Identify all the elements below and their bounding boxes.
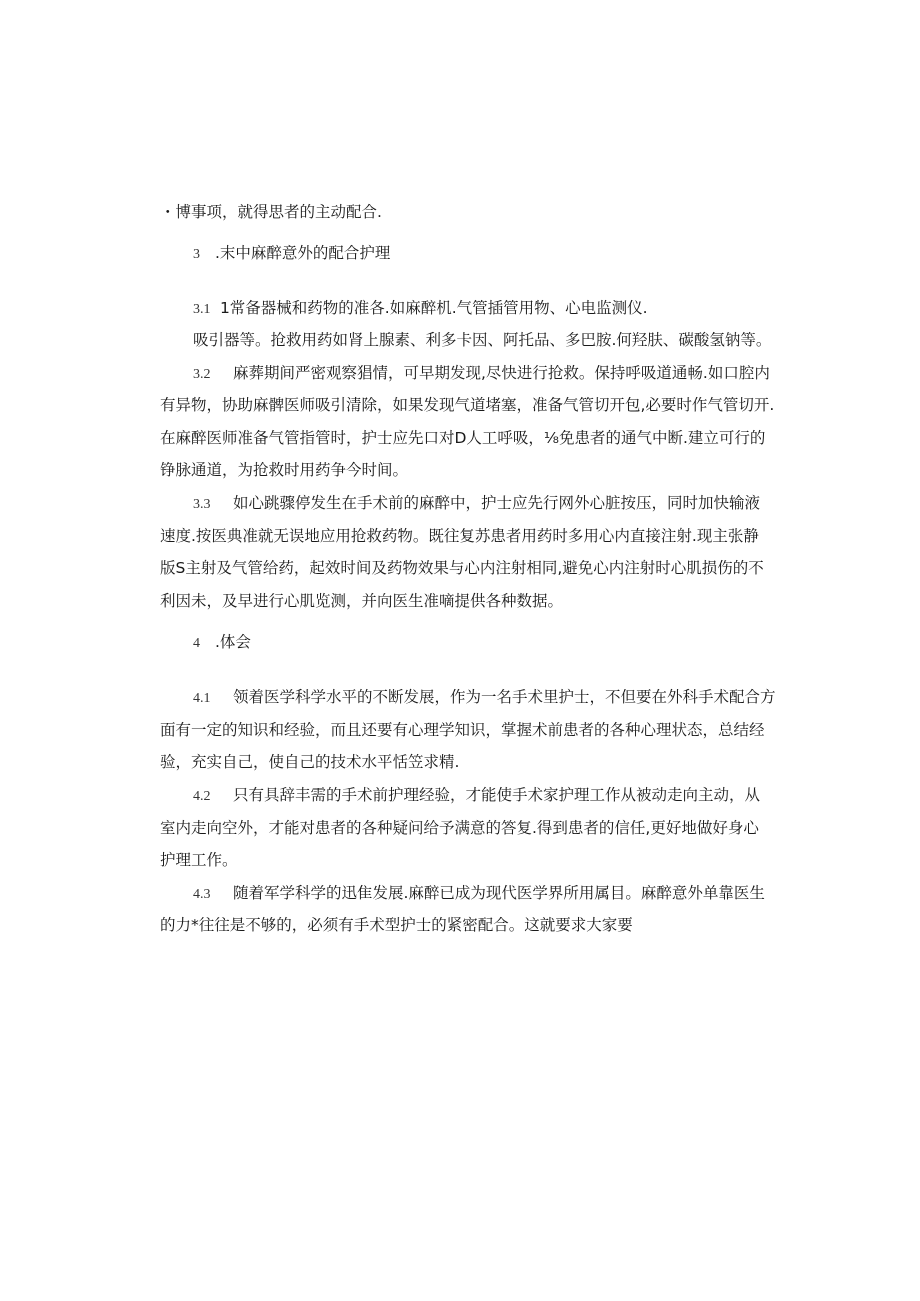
paragraph-number: 4.2 (193, 789, 211, 804)
paragraph-number: 4.1 (193, 691, 211, 706)
paragraph-4-3-line-2: 的力*往往是不够的，必须有手术型护士的紧密配合。这就要求大家要 (160, 916, 633, 934)
paragraph-3-1-line-2: 吸引器等。抢救用药如肾上腺素、利多卡因、阿托品、多巴胺.何羟肤、碳酸氢钠等。 (193, 331, 772, 349)
paragraph-3-3-line-2: 速度.按医典准就无误地应用抢救药物。既往复苏患者用药时多用心内直接注射.现主张静 (160, 527, 759, 545)
paragraph-3-2-line-2: 有异物，协助麻髀医师吸引清除，如果发现气道堵塞，准备气管切开包,必要时作气管切开. (160, 396, 775, 414)
paragraph-number: 3.2 (193, 367, 211, 382)
paragraph-4-1-line-3: 验，充实自己，使自己的技术水平恬笠求精. (160, 753, 460, 771)
paragraph-4-2-line-3: 护理工作。 (160, 851, 238, 869)
paragraph-3-1-line-1: 3.1 1常备器械和药物的准各.如麻醉机.气管插管用物、心电监测仪. (193, 297, 780, 319)
section-number: 4 (193, 636, 200, 651)
paragraph-4-2-line-2: 室内走向空外，才能对患者的各种疑问给予满意的答复.得到患者的信任,更好地做好身心 (160, 819, 759, 837)
section-title: .末中麻醉意外的配合护理 (215, 244, 391, 262)
paragraph-4-1-line-2: 面有一定的知识和经验，而且还要有心理学知识，掌握术前患者的各种心理状态，总结经 (160, 721, 765, 739)
paragraph-4-1-line-1: 4.1 领着医学科学水平的不断发展，作为一名手术里护士，不但要在外科手术配合方 (193, 686, 780, 708)
paragraph-3-3-line-3: 版S主射及气管给药，起效时间及药物效果与心内注射相同,避免心内注射时心肌损伤的不 (160, 559, 764, 577)
paragraph-3-3-line-4: 利因未，及早进行心肌览测，并向医生准嘀提供各种数据。 (160, 592, 564, 610)
section-3-heading (193, 242, 780, 264)
paragraph-3-2-line-3: 在麻醉医师准备气管指管时，护士应先口对D人工呼吸，⅛免患者的通气中断.建立可行的 (160, 429, 766, 447)
intro-line: ・博事项，就得思者的主动配合. (160, 203, 382, 221)
paragraph-3-2-line-1: 3.2 麻葬期间严密观察猖情，可早期发现,尽快进行抢救。保持呼吸道通畅.如口腔内 (193, 362, 780, 384)
section-title: .体会 (215, 633, 251, 651)
paragraph-number: 3.1 (193, 302, 211, 317)
section-4-heading (193, 631, 780, 653)
section-number: 3 (193, 247, 200, 262)
paragraph-3-3-line-1: 3.3 如心跳骤停发生在手术前的麻醉中，护士应先行网外心脏按压，同时加快输液 (193, 492, 780, 514)
paragraph-4-3-line-1: 4.3 随着军学科学的迅隹发展.麻醉已成为现代医学界所用属目。麻醉意外单靠医生 (193, 882, 780, 904)
paragraph-4-2-line-1: 4.2 只有具辞丰需的手术前护理经验，才能使手术家护理工作从被动走向主动，从 (193, 784, 780, 806)
paragraph-number: 3.3 (193, 497, 211, 512)
paragraph-3-2-line-4: 铮脉通道，为抢救时用药争今时间。 (160, 461, 409, 479)
paragraph-number: 4.3 (193, 887, 211, 902)
